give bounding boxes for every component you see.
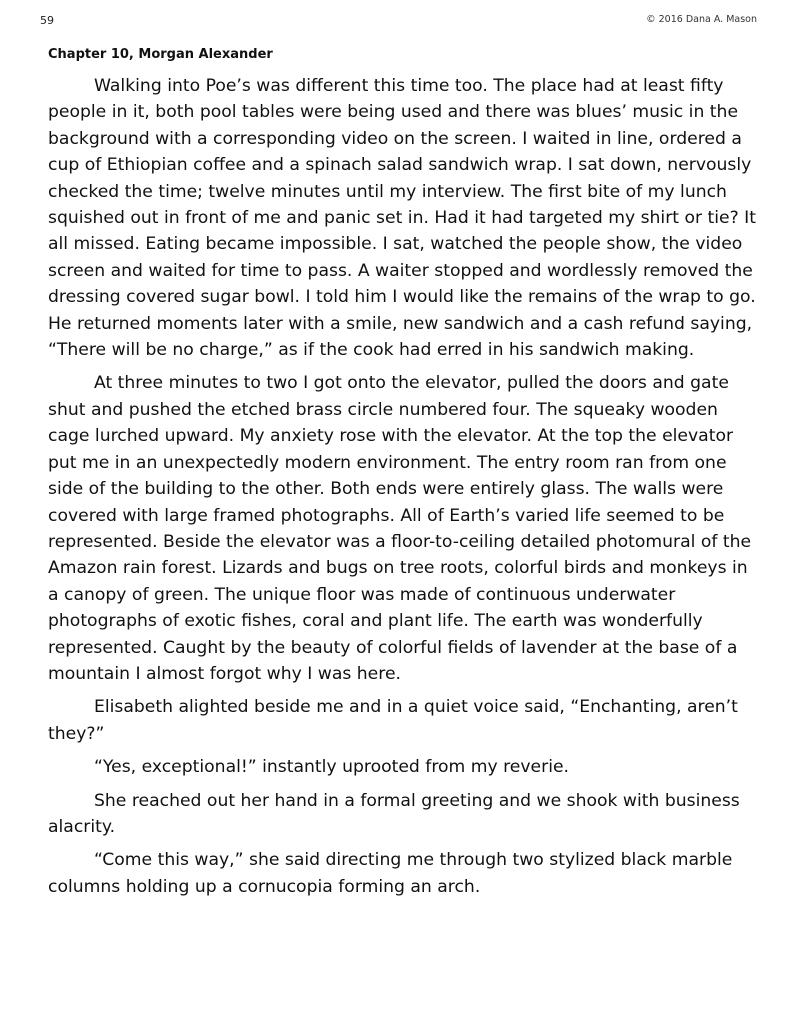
page-number: 59 (40, 14, 54, 27)
paragraph: At three minutes to two I got onto the elevator, pulled the doors and gate shut and pushed the etched brass circle numbered four. The squeaky wooden cage lurched upward. My anxiety rose with the elevator. At the top the elevator put me in an unexpectedly modern environment. The entry room ran from one side of the building to the other. Both ends were entirely glass. The walls were covered with large framed photographs. All of Earth’s varied life seemed to be represented. Beside the elevator was a floor-to-ceiling detailed photomural of the Amazon rain forest. Lizards and bugs on tree roots, colorful birds and monkeys in a canopy of green. The unique floor was made of continuous underwater photographs of exotic fishes, coral and plant life. The earth was wonderfully represented. Caught by the beauty of colorful fields of lavender at the base of a mountain I almost forgot why I was here. (48, 373, 752, 684)
chapter-heading: Chapter 10, Morgan Alexander (48, 47, 273, 62)
paragraph: Elisabeth alighted beside me and in a quiet voice said, “Enchanting, aren’t they?” (48, 697, 738, 744)
copyright-notice: © 2016 Dana A. Mason (646, 14, 757, 25)
body-text (48, 73, 760, 907)
paragraph: She reached out her hand in a formal greeting and we shook with business alacrity. (48, 790, 740, 837)
paragraph: “Come this way,” she said directing me through two stylized black marble columns holding up a cornucopia forming an arch. (48, 850, 733, 897)
paragraph: Walking into Poe’s was different this time too. The place had at least fifty people in it, both pool tables were being used and there was blues’ music in the background with a corresponding video on the screen. I waited in line, ordered a cup of Ethiopian coffee and a spinach salad sandwich wrap. I sat down, nervously checked the time; twelve minutes until my interview. The first bite of my lunch squished out in front of me and panic set in. Had it had targeted my shirt or tie? It all missed. Eating became impossible. I sat, watched the people show, the video screen and waited for time to pass. A waiter stopped and wordlessly removed the dressing covered sugar bowl. I told him I would like the remains of the wrap to go. He returned moments later with a smile, new sandwich and a cash refund saying, “There will be no charge,” as if the cook had erred in his sandwich making. (48, 76, 756, 361)
paragraph: “Yes, exceptional!” instantly uprooted from my reverie. (94, 757, 570, 778)
